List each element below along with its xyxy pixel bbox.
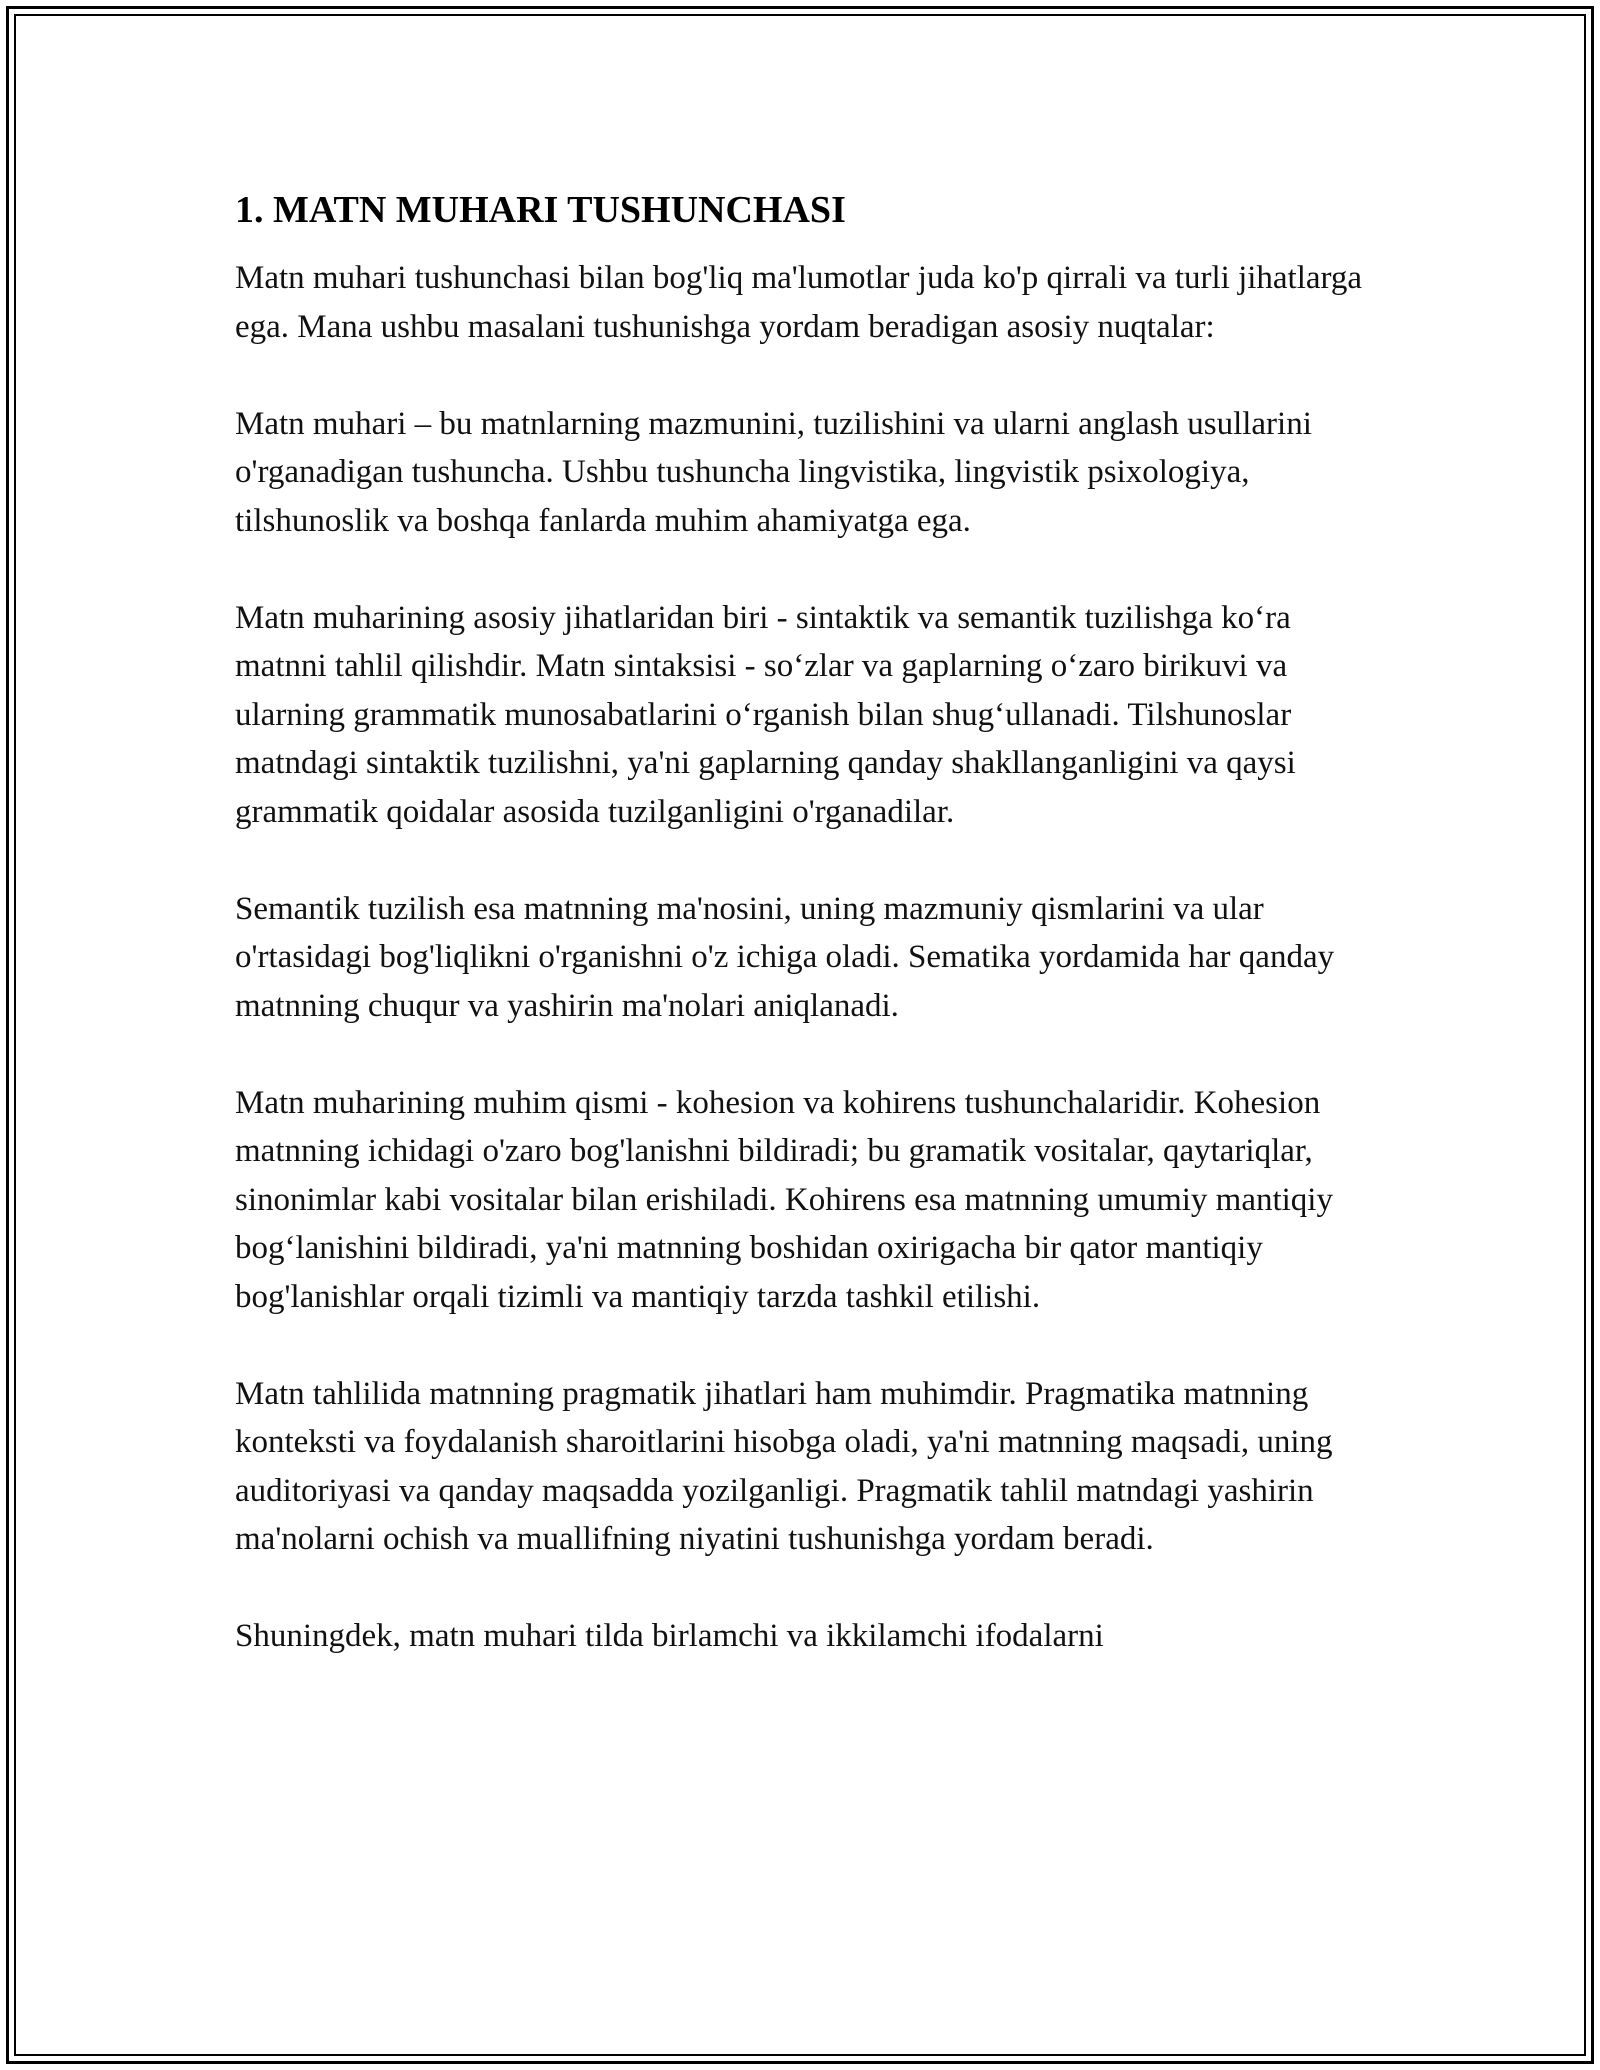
paragraph-cohesion: Matn muharining muhim qismi - kohesion va kohirens tushunchalaridir. Kohesion matnning ichidagi o'zaro bog'lanishni bildiradi; bu gramatik vositalar, qaytariqlar, sinonimlar kabi vositalar bilan erishiladi. Kohirens esa matnning umumiy mantiqiy bog‘lanishini bildiradi, ya'ni matnning boshidan oxirigacha bir qator mantiqiy bog'lanishlar orqali tizimli va mantiqiy tarzda tashkil etilishi. — [235, 1084, 1333, 1315]
section-heading: 1. MATN MUHARI TUSHUNCHASI — [235, 189, 846, 231]
document-body — [235, 186, 1365, 1661]
paragraph-intro: Matn muhari tushunchasi bilan bog'liq ma'lumotlar juda ko'p qirrali va turli jihatlarga ega. Mana ushbu masalani tushunishga yordam beradigan asosiy nuqtalar: — [235, 260, 1363, 345]
paragraph-pragmatics: Matn tahlilida matnning pragmatik jihatlari ham muhimdir. Pragmatika matnning konteksti va foydalanish sharoitlarini hisobga oladi, ya'ni matnning maqsadi, uning auditoriyasi va qanday maqsadda yozilganligi. Pragmatik tahlil matndagi yashirin ma'nolarni ochish va muallifning niyatini tushunishga yordam beradi. — [235, 1375, 1333, 1557]
paragraph-semantics: Semantik tuzilish esa matnning ma'nosini, uning mazmuniy qismlarini va ular o'rtasidagi bog'liqlikni o'rganishni o'z ichiga oladi. Sematika yordamida har qanday matnning chuqur va yashirin ma'nolari aniqlanadi. — [235, 890, 1335, 1024]
paragraph-definition: Matn muhari – bu matnlarning mazmunini, tuzilishini va ularni anglash usullarini o'rganadigan tushuncha. Ushbu tushuncha lingvistika, lingvistik psixologiya, tilshunoslik va boshqa fanlarda muhim ahamiyatga ega. — [235, 405, 1312, 539]
paragraph-continuation: Shuningdek, matn muhari tilda birlamchi va ikkilamchi ifodalarni — [235, 1618, 1104, 1654]
paragraph-syntax: Matn muharining asosiy jihatlaridan biri - sintaktik va semantik tuzilishga ko‘ra matnni tahlil qilishdir. Matn sintaksisi - so‘zlar va gaplarning o‘zaro birikuvi va ularning grammatik munosabatlarini o‘rganish bilan shug‘ullanadi. Tilshunoslar matndagi sintaktik tuzilishni, ya'ni gaplarning qanday shakllanganligini va qaysi grammatik qoidalar asosida tuzilganligini o'rganadilar. — [235, 599, 1296, 830]
